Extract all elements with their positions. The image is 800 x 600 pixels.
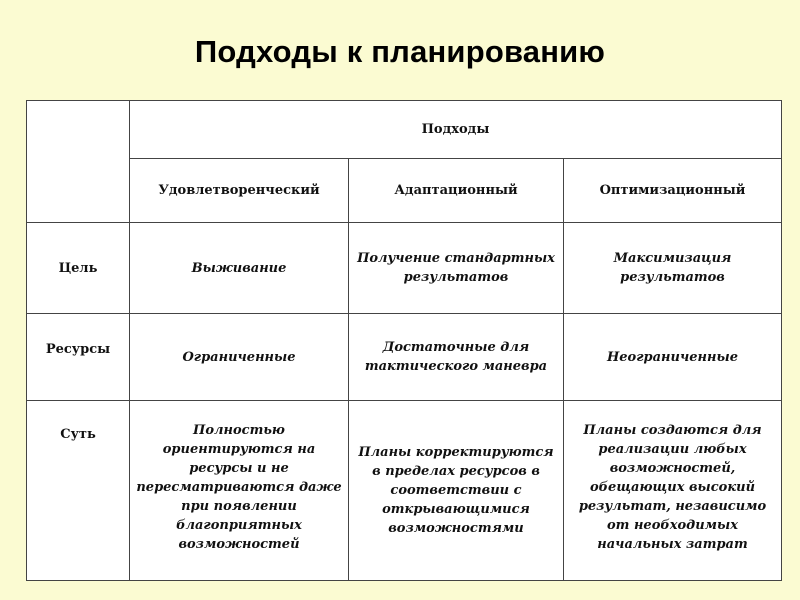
row-label: Суть xyxy=(27,401,130,581)
table-row xyxy=(27,401,782,581)
approaches-table xyxy=(26,100,782,581)
table-cell: Достаточные для тактического маневра xyxy=(349,314,564,401)
table-cell: Планы корректируются в пределах ресурсов в соответствии с открывающимися возможностями xyxy=(349,401,564,581)
table-row xyxy=(27,314,782,401)
row-label: Цель xyxy=(27,223,130,314)
table-cell: Полностью ориентируются на ресурсы и не пересматриваются даже при появлении благоприятных возможностей xyxy=(130,401,349,581)
table-cell: Ограниченные xyxy=(130,314,349,401)
column-header: Оптимизационный xyxy=(564,159,782,223)
column-header-row xyxy=(27,159,782,223)
table-header-row xyxy=(27,101,782,159)
table-corner-cell xyxy=(27,101,130,223)
table-cell: Выживание xyxy=(130,223,349,314)
group-header-cell: Подходы xyxy=(130,101,782,159)
table-cell: Планы создаются для реализации любых возможностей, обещающих высокий результат, независимо от необходимых начальных затрат xyxy=(564,401,782,581)
column-header: Адаптационный xyxy=(349,159,564,223)
row-label: Ресурсы xyxy=(27,314,130,401)
table-cell: Неограниченные xyxy=(564,314,782,401)
table-cell: Максимизация результатов xyxy=(564,223,782,314)
column-header: Удовлетворенческий xyxy=(130,159,349,223)
table-row xyxy=(27,223,782,314)
table-cell: Получение стандартных результатов xyxy=(349,223,564,314)
page-title: Подходы к планированию xyxy=(194,34,606,69)
